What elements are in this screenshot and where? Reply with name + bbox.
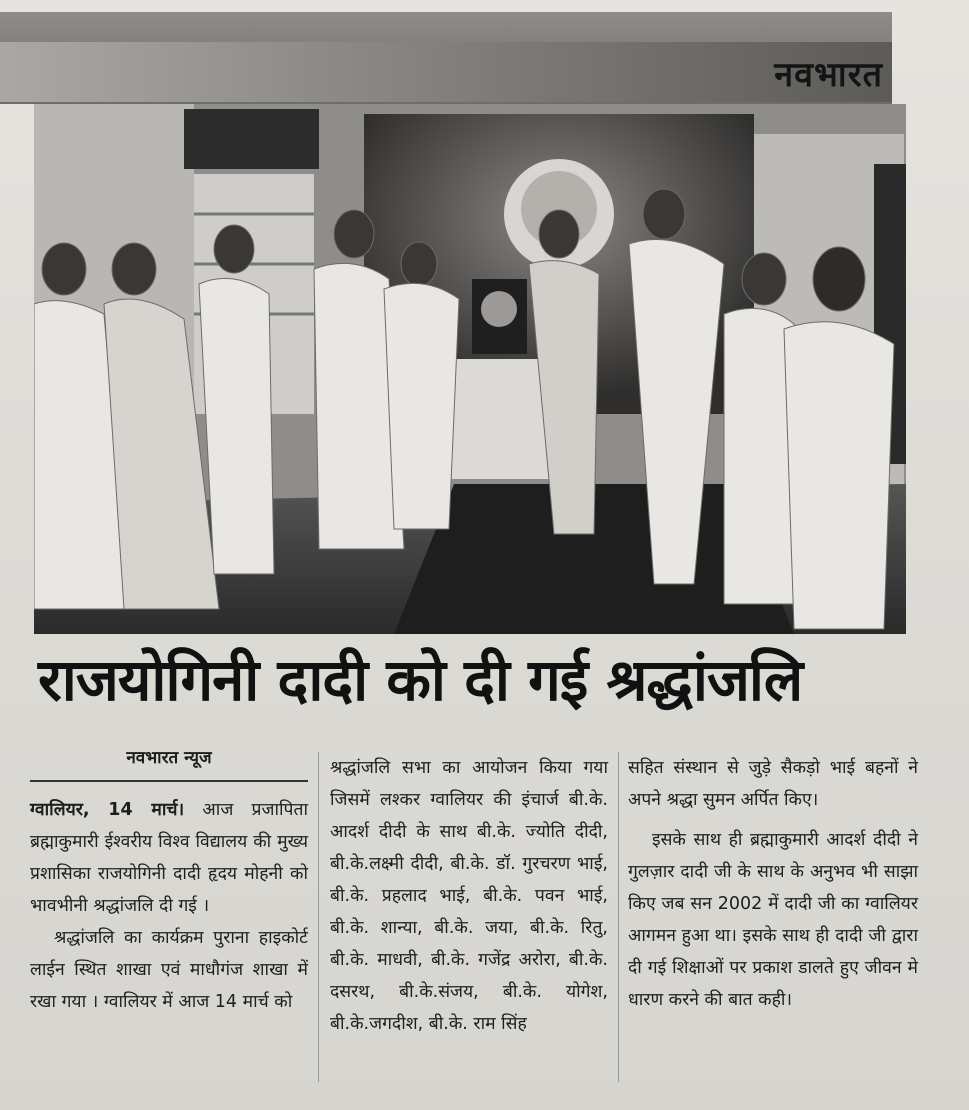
article-paragraph <box>30 794 308 922</box>
article-text: आज प्रजापिता ब्रह्माकुमारी ईश्वरीय विश्व विद्यालय की मुख्य प्रशासिका राजयोगिनी दादी हृदय मोहनी को भावभीनी श्रद्धांजलि दी गई । <box>30 800 308 916</box>
article-paragraph: श्रद्धांजलि का कार्यक्रम पुराना हाइकोर्ट लाईन स्थित शाखा एवं माधौगंज शाखा में रखा गया । ग्वालियर में आज 14 मार्च को <box>30 928 308 1012</box>
article-column-3 <box>628 752 918 1016</box>
masthead-strip <box>0 42 892 102</box>
article-column-1 <box>30 742 308 1018</box>
column-divider <box>618 752 619 1082</box>
ceremony-photo <box>34 104 906 634</box>
article-dateline: ग्वालियर, 14 मार्च। <box>30 800 185 820</box>
newspaper-brand: नवभारत <box>774 55 883 95</box>
article-paragraph: इसके साथ ही ब्रह्माकुमारी आदर्श दीदी ने गुलज़ार दादी जी के साथ के अनुभव भी साझा किए जब सन 2002 में दादी जी का ग्वालियर आगमन हुआ था। इसके साथ ही दादी जी द्वारा दी गई शिक्षाओं पर प्रकाश डालते हुए जीवन मे धारण करने की बात कही। <box>628 830 918 1010</box>
article-column-2 <box>330 752 608 1040</box>
article-paragraph: श्रद्धांजलि सभा का आयोजन किया गया जिसमें लश्कर ग्वालियर की इंचार्ज बी.के. आदर्श दीदी के साथ बी.के. ज्योति दीदी, बी.के.लक्ष्मी दीदी, बी.के. डॉ. गुरचरण भाई, बी.के. प्रहलाद भाई, बी.के. पवन भाई, बी.के. शान्या, बी.के. जया, बी.के. रितु, बी.के. माधवी, बी.के. गजेंद्र अरोरा, बी.के. दसरथ, बी.के.संजय, बी.के. योगेश, बी.के.जगदीश, बी.के. राम सिंह <box>330 758 608 1034</box>
ceremony-photo-icon <box>34 104 906 634</box>
article-headline: राजयोगिनी दादी को दी गई श्रद्धांजलि <box>38 646 803 714</box>
column-divider <box>318 752 319 1082</box>
article-byline: नवभारत न्यूज <box>30 742 308 782</box>
article-paragraph: सहित संस्थान से जुड़े सैकड़ो भाई बहनों ने अपने श्रद्धा सुमन अर्पित किए। <box>628 758 918 810</box>
